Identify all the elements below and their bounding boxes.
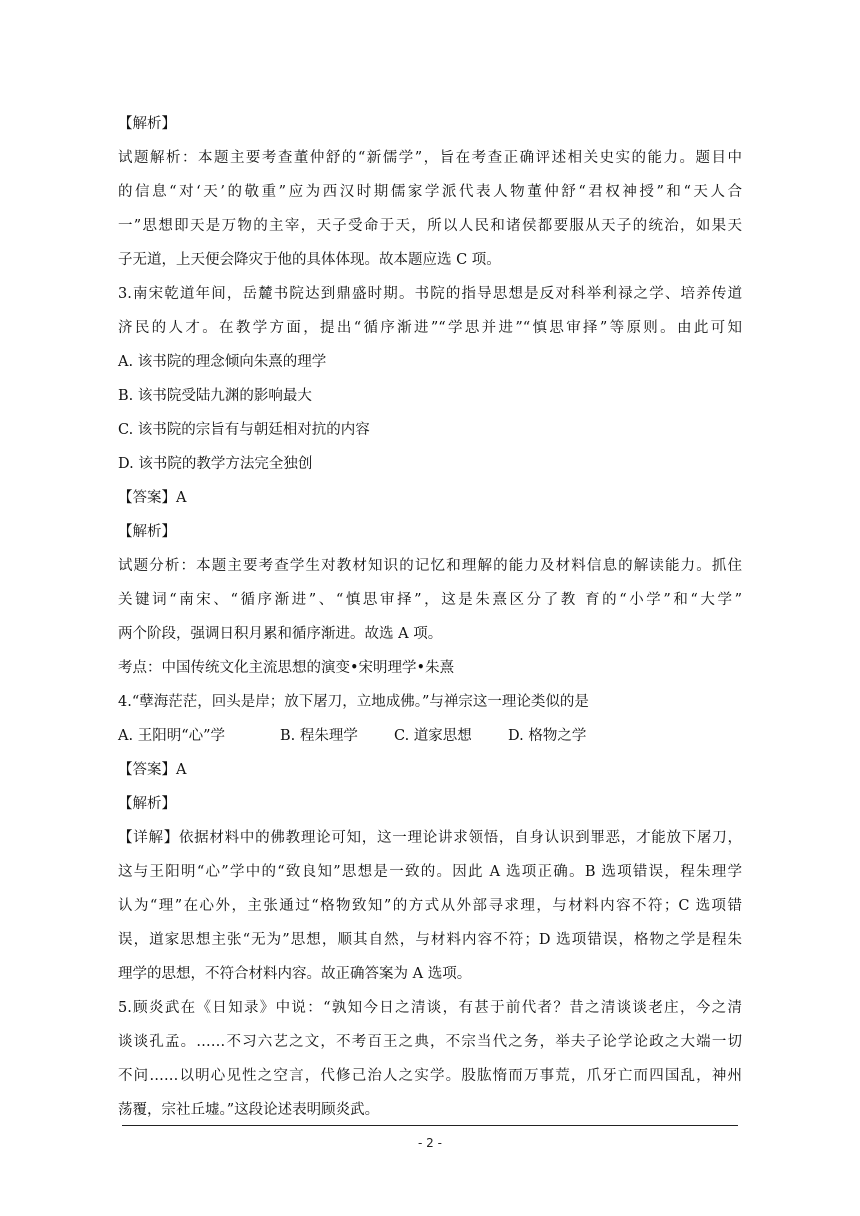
text-line: 子无道，上天便会降灾于他的具体体现。故本题应选 C 项。: [118, 252, 501, 268]
text-line: 谈谈孔孟。……不习六艺之文，不考百王之典，不宗当代之务，举夫子论学论政之大端一切: [118, 1034, 742, 1050]
footer-rule: [122, 1125, 738, 1126]
text-line: 两个阶段，强调日积月累和循序渐进。故选 A 项。: [118, 626, 443, 642]
text-line: 不问……以明心见性之空言，代修己治人之实学。股肱惰而万事荒，爪牙亡而四国乱，神州: [118, 1068, 742, 1084]
text-line: 3.南宋乾道年间，岳麓书院达到鼎盛时期。书院的指导思想是反对科举利禄之学、培养传道: [118, 286, 742, 302]
text-line: 认为“理”在心外，主张通过“格物致知”的方式从外部寻求理，与材料内容不符；C 选项错: [118, 898, 742, 914]
text-line: 【答案】A: [118, 490, 187, 506]
text-line: 【解析】: [118, 116, 176, 132]
page-number: - 2 -: [418, 1136, 442, 1150]
text-line: 这与王阳明“心”学中的“致良知”思想是一致的。因此 A 选项正确。B 选项错误，程朱理学: [118, 864, 742, 880]
text-line: 荡覆，宗社丘墟。”这段论述表明顾炎武。: [118, 1102, 380, 1118]
text-line: 试题解析：本题主要考查董仲舒的“新儒学”，旨在考查正确评述相关史实的能力。题目中: [118, 150, 742, 166]
text-line: 误，道家思想主张“无为”思想，顺其自然，与材料内容不符；D 选项错误，格物之学是程朱: [118, 932, 742, 948]
text-line: 一”思想即天是万物的主宰，天子受命于天，所以人民和诸侯都要服从天子的统治，如果天: [118, 218, 742, 234]
text-line: A. 该书院的理念倾向朱熹的理学: [118, 354, 327, 370]
option-c: C. 道家思想: [394, 728, 472, 744]
text-line: 试题分析：本题主要考查学生对教材知识的记忆和理解的能力及材料信息的解读能力。抓住: [118, 558, 742, 574]
text-line: C. 该书院的宗旨有与朝廷相对抗的内容: [118, 422, 370, 438]
text-line: 【解析】: [118, 524, 176, 540]
option-b: B. 程朱理学: [280, 728, 358, 744]
text-line: 【详解】依据材料中的佛教理论可知，这一理论讲求领悟，自身认识到罪恶，才能放下屠刀，: [118, 830, 742, 846]
text-line: 的信息“对‘天’的敬重”应为西汉时期儒家学派代表人物董仲舒“君权神授”和“天人合: [118, 184, 742, 200]
text-line: D. 该书院的教学方法完全独创: [118, 456, 313, 472]
text-line: 关键词“南宋、“循序渐进”、“慎思审择”，这是朱熹区分了教 育的“小学”和“大学”: [118, 592, 742, 608]
option-a: A. 王阳明“心”学: [118, 728, 226, 744]
text-line: 5.顾炎武在《日知录》中说：“孰知今日之清谈，有甚于前代者？昔之清谈谈老庄，今之清: [118, 1000, 742, 1016]
option-d: D. 格物之学: [508, 728, 587, 744]
text-line: 【解析】: [118, 796, 176, 812]
text-line: 理学的思想，不符合材料内容。故正确答案为 A 选项。: [118, 966, 472, 982]
text-line: B. 该书院受陆九渊的影响最大: [118, 388, 312, 404]
text-line: 济民的人才。在教学方面，提出“循序渐进”“学思并进”“慎思审择”等原则。由此可知: [118, 320, 742, 336]
text-line: 4.“孽海茫茫，回头是岸；放下屠刀，立地成佛。”与禅宗这一理论类似的是: [118, 694, 589, 710]
text-line: 【答案】A: [118, 762, 187, 778]
text-line: 考点：中国传统文化主流思想的演变•宋明理学•朱熹: [118, 660, 455, 676]
